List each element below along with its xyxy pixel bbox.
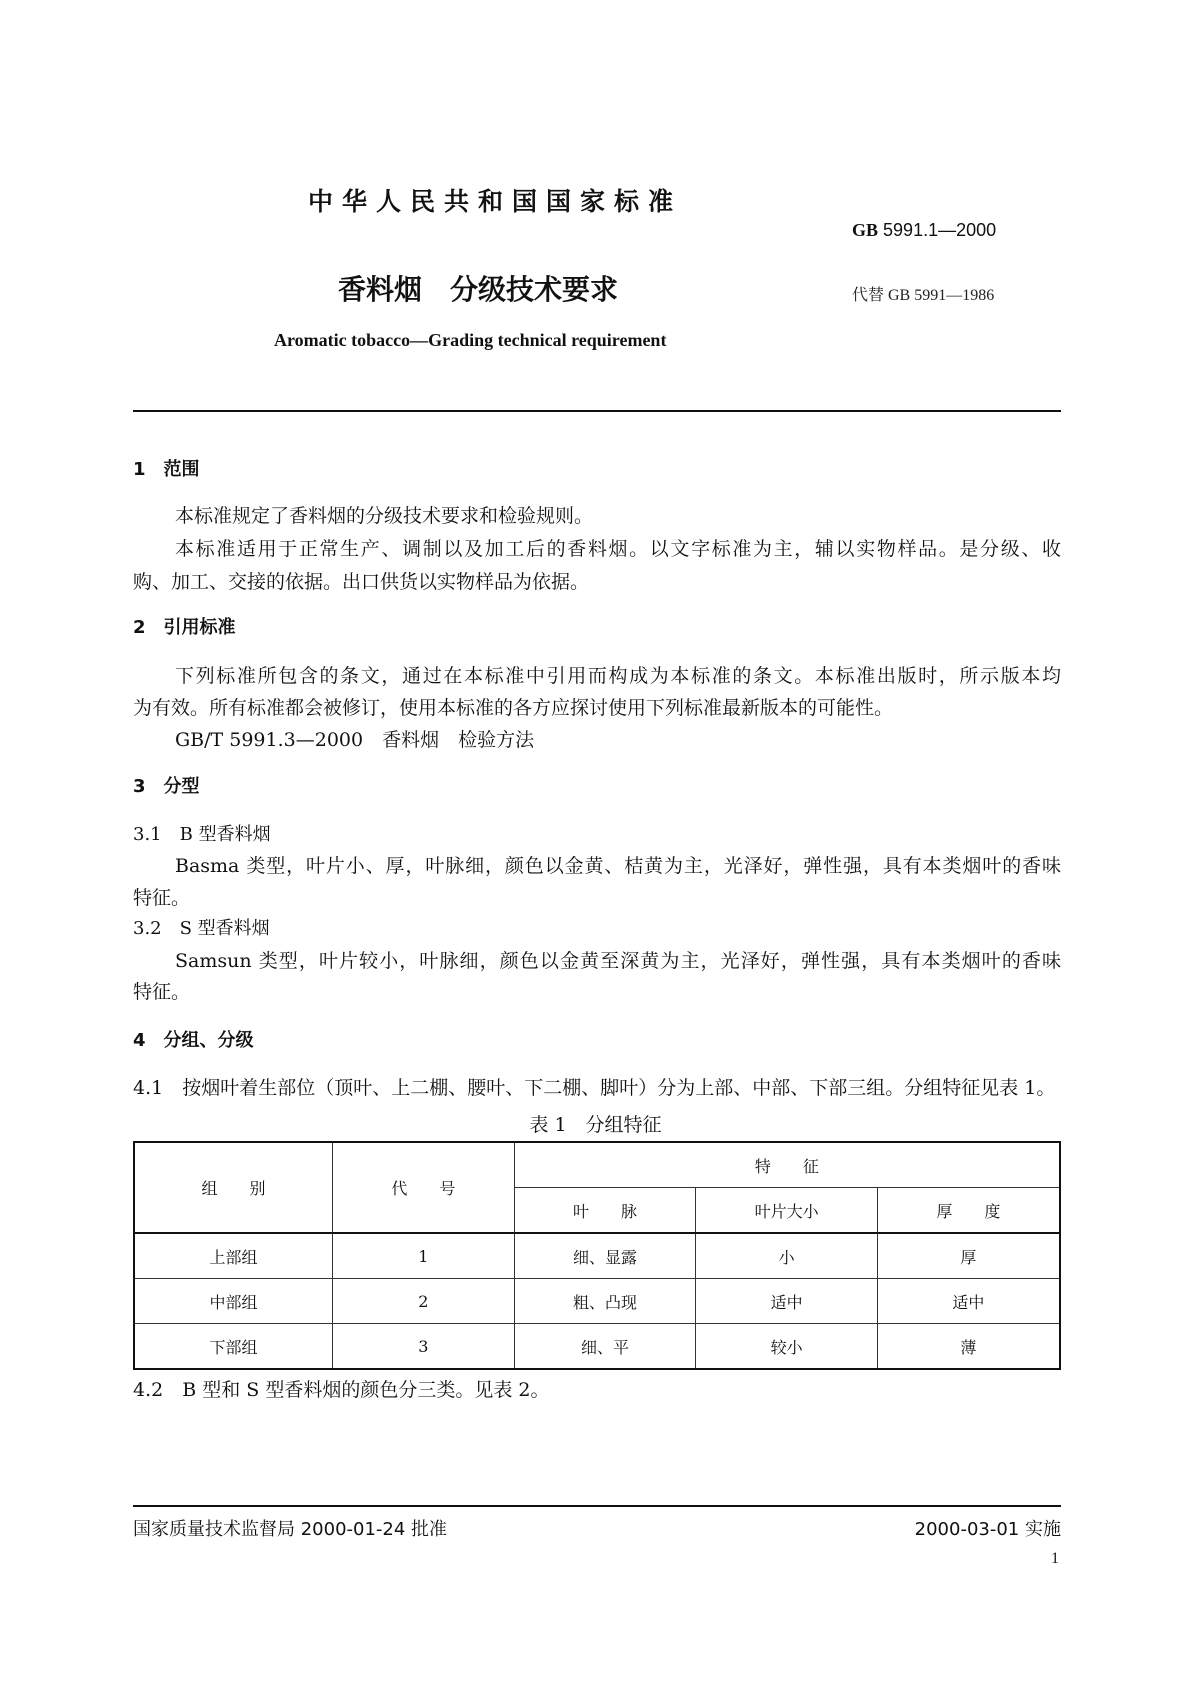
cell: 中部组 xyxy=(134,1279,333,1324)
section-3-heading: 3 分型 xyxy=(133,776,200,797)
subsection-3-1: 3.1 B 型香料烟 xyxy=(133,824,271,845)
paragraph: 购、加工、交接的依据。出口供货以实物样品为依据。 xyxy=(133,571,590,593)
table-row xyxy=(134,1279,1060,1324)
header-thickness: 厚 度 xyxy=(877,1188,1060,1234)
cell: 上部组 xyxy=(134,1233,333,1279)
cell: 适中 xyxy=(696,1279,878,1324)
paragraph: 为有效。所有标准都会被修订，使用本标准的各方应探讨使用下列标准最新版本的可能性。 xyxy=(133,697,894,719)
cell: 薄 xyxy=(877,1324,1060,1370)
cell: 1 xyxy=(333,1233,515,1279)
page-number: 1 xyxy=(1051,1550,1059,1567)
paragraph: Samsun 类型，叶片较小，叶脉细，颜色以金黄至深黄为主，光泽好，弹性强，具有本类烟叶的香味 xyxy=(175,950,1061,972)
standard-code xyxy=(852,220,996,241)
cell: 3 xyxy=(333,1324,515,1370)
replaces-note: 代替 GB 5991—1986 xyxy=(852,287,995,304)
reference: GB/T 5991.3—2000 香料烟 检验方法 xyxy=(175,729,535,751)
header-code: 代 号 xyxy=(333,1142,515,1233)
paragraph: 特征。 xyxy=(133,887,191,909)
cell: 小 xyxy=(696,1233,878,1279)
cell: 2 xyxy=(333,1279,515,1324)
table-caption: 表 1 分组特征 xyxy=(529,1114,662,1136)
paragraph: 下列标准所包含的条文，通过在本标准中引用而构成为本标准的条文。本标准出版时，所示版本均 xyxy=(175,665,1061,687)
document-title: 香料烟 分级技术要求 xyxy=(338,273,619,306)
paragraph: 本标准规定了香料烟的分级技术要求和检验规则。 xyxy=(175,505,594,527)
paragraph: 特征。 xyxy=(133,981,191,1003)
cell: 厚 xyxy=(877,1233,1060,1279)
header-size: 叶片大小 xyxy=(696,1188,878,1234)
english-title: Aromatic tobacco—Grading technical requirement xyxy=(274,330,667,350)
subsection-4-2: 4.2 B 型和 S 型香料烟的颜色分三类。见表 2。 xyxy=(133,1379,550,1401)
cell: 粗、凸现 xyxy=(514,1279,696,1324)
effective-date: 2000-03-01 实施 xyxy=(914,1519,1061,1540)
table-row xyxy=(134,1233,1060,1279)
grouping-table xyxy=(133,1141,1061,1370)
code-number: 5991.1—2000 xyxy=(883,220,997,240)
header-group: 组 别 xyxy=(134,1142,333,1233)
header-vein: 叶 脉 xyxy=(514,1188,696,1234)
section-4-heading: 4 分组、分级 xyxy=(133,1030,254,1051)
cell: 细、显露 xyxy=(514,1233,696,1279)
section-2-heading: 2 引用标准 xyxy=(133,617,236,638)
paragraph: Basma 类型，叶片小、厚，叶脉细，颜色以金黄、桔黄为主，光泽好，弹性强，具有本类烟叶的香味 xyxy=(175,855,1061,877)
code-prefix: GB xyxy=(852,220,879,240)
subsection-4-1: 4.1 按烟叶着生部位（顶叶、上二棚、腰叶、下二棚、脚叶）分为上部、中部、下部三组。分组特征见表 1。 xyxy=(133,1077,1056,1099)
section-1-heading: 1 范围 xyxy=(133,459,200,480)
standard-type: 中华人民共和国国家标准 xyxy=(308,187,683,216)
subsection-3-2: 3.2 S 型香料烟 xyxy=(133,918,270,939)
footer-rule xyxy=(133,1505,1061,1507)
header-rule xyxy=(133,410,1061,412)
cell: 适中 xyxy=(877,1279,1060,1324)
cell: 细、平 xyxy=(514,1324,696,1370)
table-header-row xyxy=(134,1142,1060,1188)
approval-note: 国家质量技术监督局 2000-01-24 批准 xyxy=(133,1519,448,1540)
cell: 较小 xyxy=(696,1324,878,1370)
cell: 下部组 xyxy=(134,1324,333,1370)
header-features: 特 征 xyxy=(514,1142,1060,1188)
paragraph: 本标准适用于正常生产、调制以及加工后的香料烟。以文字标准为主，辅以实物样品。是分级、收 xyxy=(175,538,1061,560)
table-row xyxy=(134,1324,1060,1370)
